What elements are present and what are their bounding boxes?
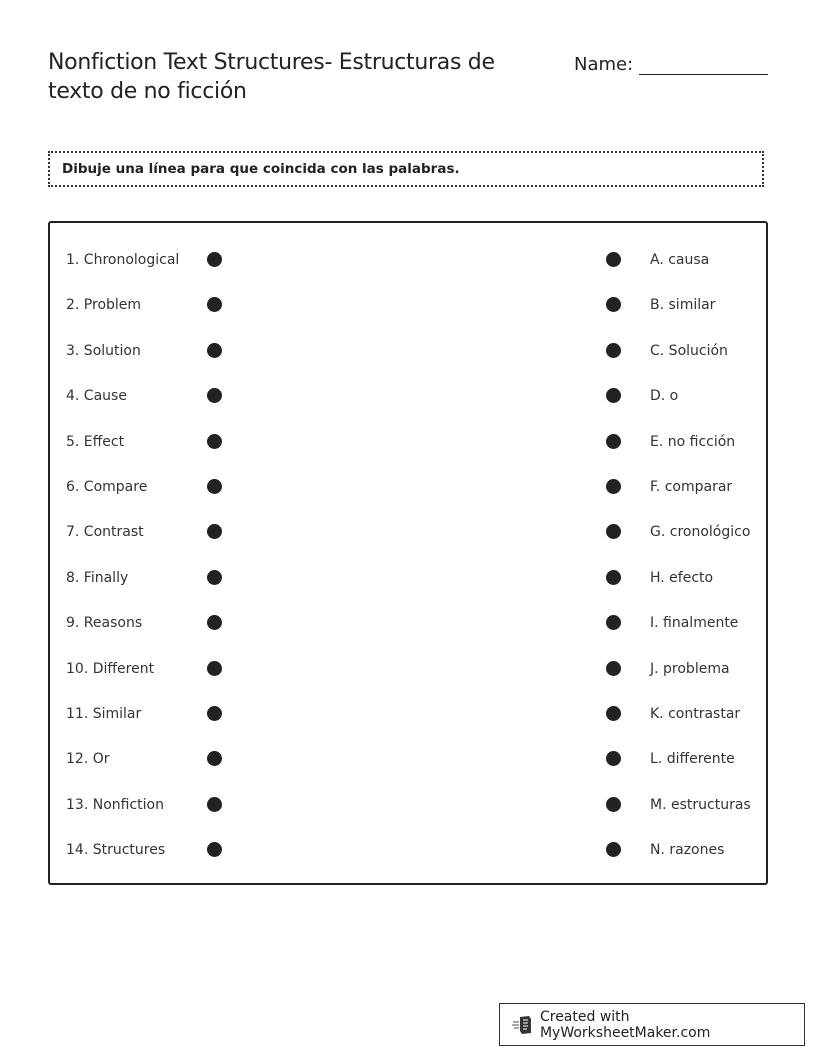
right-item-label: K. contrastar <box>650 706 741 722</box>
name-label: Name: <box>574 54 634 75</box>
right-match-dot-icon[interactable] <box>606 751 621 766</box>
left-match-dot-icon[interactable] <box>207 252 222 267</box>
right-match-dot-icon[interactable] <box>606 661 621 676</box>
right-item-label: M. estructuras <box>650 796 751 813</box>
right-match-dot-icon[interactable] <box>606 570 621 585</box>
left-match-dot-icon[interactable] <box>207 842 222 857</box>
right-item-label: H. efecto <box>650 569 714 586</box>
right-item-label: C. Solución <box>650 342 728 359</box>
footer-credit <box>499 1003 805 1046</box>
left-item-label: 6. Compare <box>66 479 148 495</box>
match-row <box>50 341 766 361</box>
right-match-dot-icon[interactable] <box>606 842 621 857</box>
right-match-dot-icon[interactable] <box>606 297 621 312</box>
name-input-line[interactable] <box>639 52 768 75</box>
footer-text: Created with MyWorksheetMaker.com <box>539 1008 711 1041</box>
instructions-box <box>48 151 764 187</box>
left-match-dot-icon[interactable] <box>207 524 222 539</box>
match-row <box>50 250 766 270</box>
left-match-dot-icon[interactable] <box>207 434 222 449</box>
right-match-dot-icon[interactable] <box>606 797 621 812</box>
right-match-dot-icon[interactable] <box>606 252 621 267</box>
match-row <box>50 749 766 769</box>
right-item-label: B. similar <box>650 297 716 314</box>
left-match-dot-icon[interactable] <box>207 661 222 676</box>
match-row <box>50 568 766 588</box>
left-match-dot-icon[interactable] <box>207 615 222 630</box>
left-item-label: 11. Similar <box>66 706 142 722</box>
left-match-dot-icon[interactable] <box>207 297 222 312</box>
left-item-label: 14. Structures <box>66 842 166 859</box>
right-item-label: A. causa <box>650 252 710 268</box>
left-match-dot-icon[interactable] <box>207 706 222 721</box>
right-match-dot-icon[interactable] <box>606 343 621 358</box>
left-item-label: 9. Reasons <box>66 615 143 632</box>
match-row <box>50 522 766 542</box>
right-match-dot-icon[interactable] <box>606 706 621 721</box>
right-match-dot-icon[interactable] <box>606 615 621 630</box>
right-item-label: F. comparar <box>650 479 733 495</box>
match-row <box>50 295 766 315</box>
name-field-group <box>574 52 768 75</box>
match-row <box>50 704 766 724</box>
matching-exercise-box <box>48 221 768 885</box>
right-match-dot-icon[interactable] <box>606 434 621 449</box>
left-item-label: 4. Cause <box>66 388 127 405</box>
left-item-label: 5. Effect <box>66 433 125 450</box>
right-match-dot-icon[interactable] <box>606 388 621 403</box>
match-row <box>50 477 766 497</box>
instructions-text: Dibuje una línea para que coincida con las palabras. <box>62 161 460 177</box>
left-item-label: 13. Nonfiction <box>66 796 164 813</box>
left-match-dot-icon[interactable] <box>207 343 222 358</box>
match-row <box>50 432 766 452</box>
match-row <box>50 659 766 679</box>
left-match-dot-icon[interactable] <box>207 797 222 812</box>
left-match-dot-icon[interactable] <box>207 479 222 494</box>
right-item-label: J. problema <box>650 660 730 677</box>
page-title: Nonfiction Text Structures- Estructuras de texto de no ficción <box>48 50 495 104</box>
left-item-label: 1. Chronological <box>66 252 180 268</box>
match-row <box>50 795 766 815</box>
right-item-label: N. razones <box>650 842 725 859</box>
match-row <box>50 386 766 406</box>
right-item-label: I. finalmente <box>650 615 739 632</box>
worksheet-logo-icon <box>512 1015 534 1035</box>
left-item-label: 2. Problem <box>66 297 142 314</box>
match-row <box>50 840 766 860</box>
right-item-label: D. o <box>650 388 679 405</box>
left-item-label: 8. Finally <box>66 569 129 586</box>
left-item-label: 3. Solution <box>66 342 141 359</box>
left-item-label: 10. Different <box>66 660 155 677</box>
left-item-label: 12. Or <box>66 751 110 768</box>
right-match-dot-icon[interactable] <box>606 479 621 494</box>
right-item-label: L. differente <box>650 751 735 768</box>
right-item-label: E. no ficción <box>650 433 736 450</box>
left-match-dot-icon[interactable] <box>207 570 222 585</box>
left-match-dot-icon[interactable] <box>207 751 222 766</box>
left-match-dot-icon[interactable] <box>207 388 222 403</box>
right-match-dot-icon[interactable] <box>606 524 621 539</box>
right-item-label: G. cronológico <box>650 524 751 541</box>
match-row <box>50 613 766 633</box>
left-item-label: 7. Contrast <box>66 524 144 541</box>
